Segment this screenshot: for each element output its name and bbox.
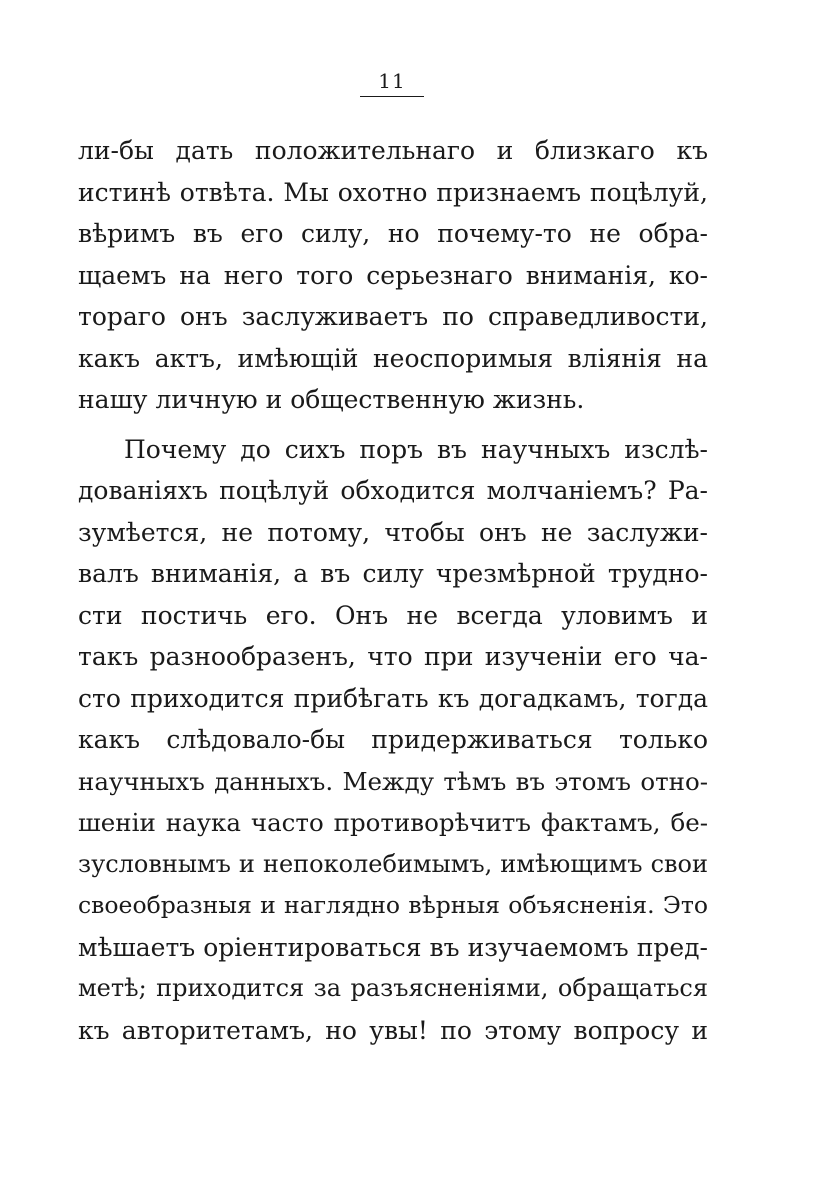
text-line: сти постичь его. Онъ не всегда уловимъ и <box>78 600 708 630</box>
text-line: мѣшаетъ оріентироваться въ изучаемомъ пред- <box>78 932 708 962</box>
text-line: такъ разнообразенъ, что при изученіи его ча- <box>78 642 708 671</box>
paragraph-1 <box>78 130 708 421</box>
text-line: тораго онъ заслуживаетъ по справедливости, <box>78 302 708 331</box>
page-number: 11 <box>378 69 406 93</box>
text-line: ли-бы дать положительнаго и близкаго къ <box>78 136 708 165</box>
text-line: научныхъ данныхъ. Между тѣмъ въ этомъ отно- <box>78 766 708 796</box>
text-line: Почему до сихъ поръ въ научныхъ изслѣ- <box>124 434 708 464</box>
text-line: своеобразныя и наглядно вѣрныя объясненія. Это <box>78 891 708 919</box>
text-line: зусловнымъ и непоколебимымъ, имѣющимъ свои <box>78 849 708 878</box>
text-line: зумѣется, не потому, чтобы онъ не заслужи- <box>78 517 708 547</box>
text-line: вѣримъ въ его силу, но почему-то не обра- <box>78 219 708 248</box>
text-line: щаемъ на него того серьезнаго вниманія, ко- <box>78 260 708 290</box>
text-line: истинѣ отвѣта. Мы охотно признаемъ поцѣлуй, <box>78 177 708 207</box>
text-line: шеніи наука часто противорѣчитъ фактамъ, бе- <box>78 808 708 837</box>
text-line: нашу личную и общественную жизнь. <box>78 385 585 414</box>
text-line: метѣ; приходится за разъясненіями, обращаться <box>78 974 708 1002</box>
text-line: валъ вниманія, а въ силу чрезмѣрной трудно- <box>78 559 708 588</box>
page-number-rule <box>360 96 424 97</box>
text-line: какъ актъ, имѣющій неоспоримыя вліянія на <box>78 343 708 373</box>
text-line: какъ слѣдовало-бы придерживаться только <box>78 725 708 754</box>
text-line: дованіяхъ поцѣлуй обходится молчаніемъ? Ра- <box>78 476 708 505</box>
text-line: сто приходится прибѣгать къ догадкамъ, тогда <box>78 683 708 713</box>
text-line: къ авторитетамъ, но увы! по этому вопросу и <box>78 1015 708 1045</box>
body-text <box>78 130 708 1051</box>
paragraph-gap <box>78 421 708 429</box>
paragraph-2 <box>78 429 708 1052</box>
